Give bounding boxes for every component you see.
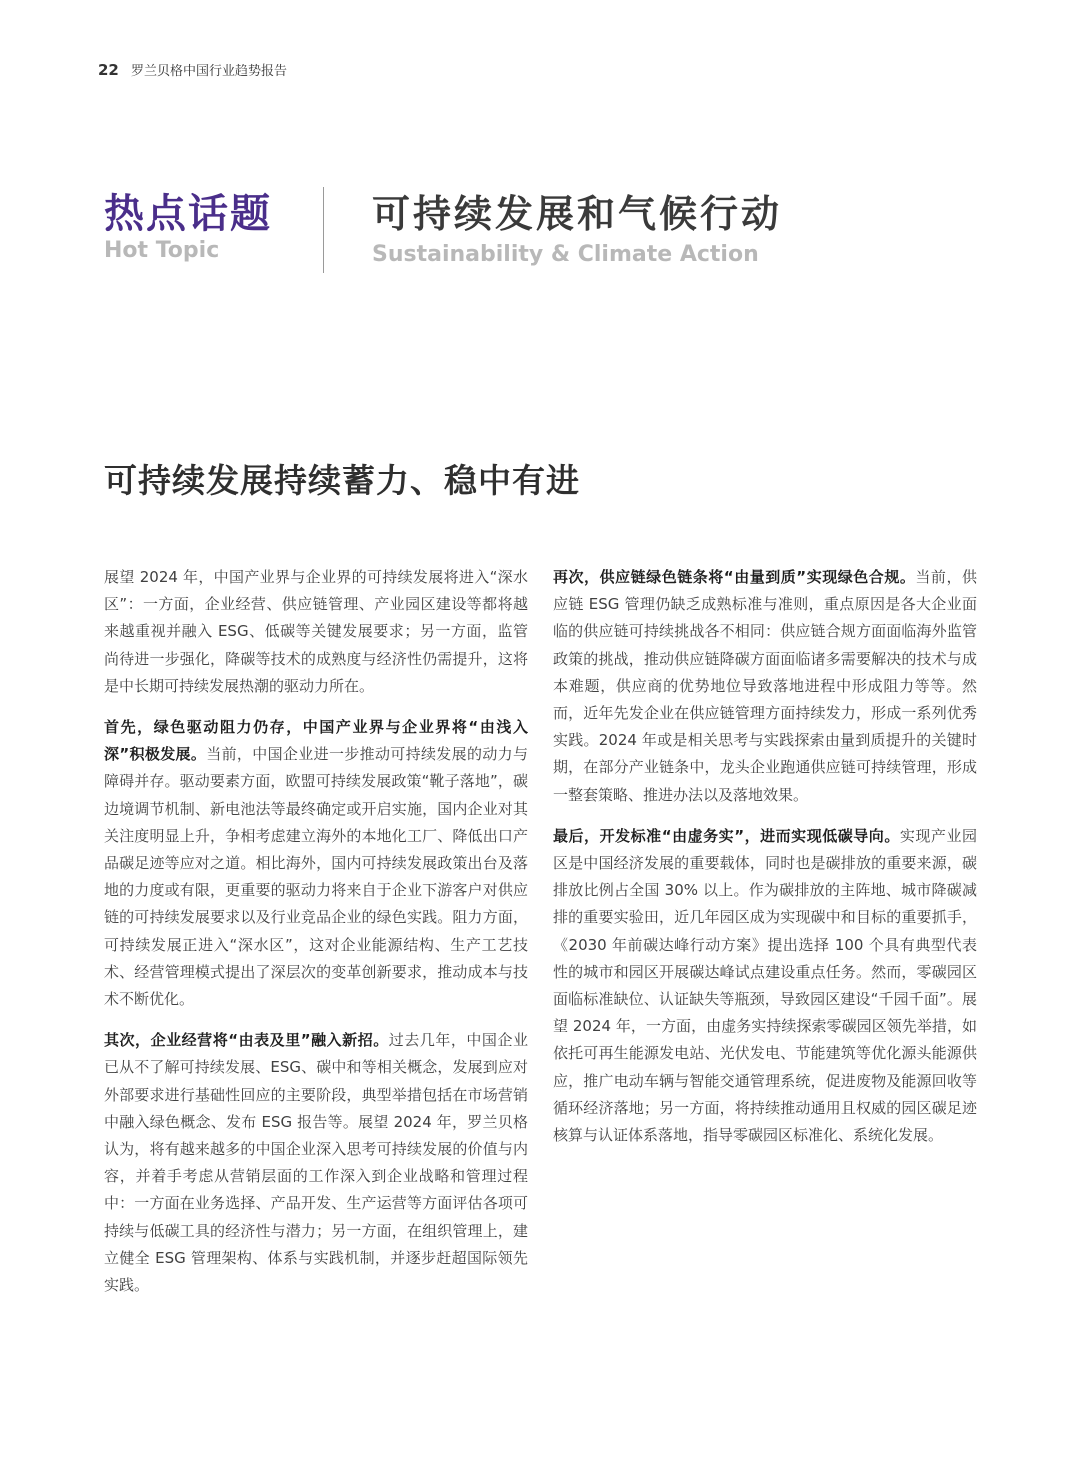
- paragraph-lead: 首先，绿色驱动阻力仍存，中国产业界与企业界将“由浅入深”积极发展。: [104, 718, 528, 764]
- right-column: [553, 564, 977, 1163]
- left-column: [104, 564, 528, 1313]
- paragraph-lead: 其次，企业经营将“由表及里”融入新招。: [104, 1031, 389, 1050]
- section-subtitle: Sustainability & Climate Action: [372, 242, 759, 267]
- paragraph-body: 当前，中国企业进一步推动可持续发展的动力与障碍并存。驱动要素方面，欧盟可持续发展政策“靴子落地”，碳边境调节机制、新电池法等最终确定或开启实施，国内企业对其关注度明显上升，争相考虑建立海外的本地化工厂、降低出口产品碳足迹等应对之道。相比海外，国内可持续发展政策出台及落地的力度或有限，更重要的驱动力将来自于企业下游客户对供应链的可持续发展要求以及行业竞品企业的绿色实践。阻力方面，可持续发展正进入“深水区”，这对企业能源结构、生产工艺技术、经营管理模式提出了深层次的变革创新要求，推动成本与技术不断优化。: [104, 745, 528, 1009]
- running-header: [98, 60, 287, 79]
- paragraph: [553, 823, 977, 1149]
- section-title: 可持续发展和气候行动: [372, 192, 783, 236]
- paragraph-body: 实现产业园区是中国经济发展的重要载体，同时也是碳排放的重要来源，碳排放比例占全国 30% 以上。作为碳排放的主阵地、城市降碳减排的重要实验田，近几年园区成为实现碳中和目标的重要抓手，《2030 年前碳达峰行动方案》提出选择 100 个具有典型代表性的城市和园区开展碳达峰试点建设重点任务。然而，零碳园区面临标准缺位、认证缺失等瓶颈，导致园区建设“千园千面”。展望 2024 年，一方面，由虚务实持续探索零碳园区领先举措，如依托可再生能源发电站、光伏发电、节能建筑等优化源头能源供应，推广电动车辆与智能交通管理系统，促进废物及能源回收等循环经济落地；另一方面，将持续推动通用且权威的园区碳足迹核算与认证体系落地，指导零碳园区标准化、系统化发展。: [553, 826, 977, 1145]
- hot-topic-label: 热点话题: [104, 191, 272, 237]
- paragraph-body: 过去几年，中国企业已从不了解可持续发展、ESG、碳中和等相关概念，发展到应对外部要求进行基础性回应的主要阶段，典型举措包括在市场营销中融入绿色概念、发布 ESG 报告等。展望 2024 年，罗兰贝格认为，将有越来越多的中国企业深入思考可持续发展的价值与内容，并着手考虑从营销层面的工作深入到企业战略和管理过程中：一方面在业务选择、产品开发、生产运营等方面评估各项可持续与低碳工具的经济性与潜力；另一方面，在组织管理上，建立健全 ESG 管理架构、体系与实践机制，并逐步赶超国际领先实践。: [104, 1031, 528, 1295]
- paragraph: [104, 564, 528, 700]
- paragraph-lead: 最后，开发标准“由虚务实”，进而实现低碳导向。: [553, 826, 900, 845]
- paragraph-body: 展望 2024 年，中国产业界与企业界的可持续发展将进入“深水区”：一方面，企业经营、供应链管理、产业园区建设等都将越来越重视并融入 ESG、低碳等关键发展要求；另一方面，监管尚待进一步强化，降碳等技术的成熟度与经济性仍需提升，这将是中长期可持续发展热潮的驱动力所在。: [104, 568, 528, 695]
- hot-topic-label-en: Hot Topic: [104, 238, 220, 263]
- header-divider: [323, 187, 324, 273]
- paragraph: [104, 1027, 528, 1299]
- article-heading: 可持续发展持续蓄力、稳中有进: [104, 461, 580, 500]
- page-number: 22: [98, 61, 119, 79]
- paragraph-body: 当前，供应链 ESG 管理仍缺乏成熟标准与准则，重点原因是各大企业面临的供应链可持续挑战各不相同：供应链合规方面面临海外监管政策的挑战，推动供应链降碳方面面临诸多需要解决的技术与成本难题，供应商的优势地位导致落地进程中形成阻力等等。然而，近年先发企业在供应链管理方面持续发力，形成一系列优秀实践。2024 年或是相关思考与实践探索由量到质提升的关键时期，在部分产业链条中，龙头企业跑通供应链可持续管理，形成一整套策略、推进办法以及落地效果。: [553, 568, 977, 804]
- report-title: 罗兰贝格中国行业趋势报告: [131, 64, 288, 79]
- paragraph: [553, 564, 977, 809]
- paragraph: [104, 714, 528, 1013]
- paragraph-lead: 再次，供应链绿色链条将“由量到质”实现绿色合规。: [553, 568, 916, 586]
